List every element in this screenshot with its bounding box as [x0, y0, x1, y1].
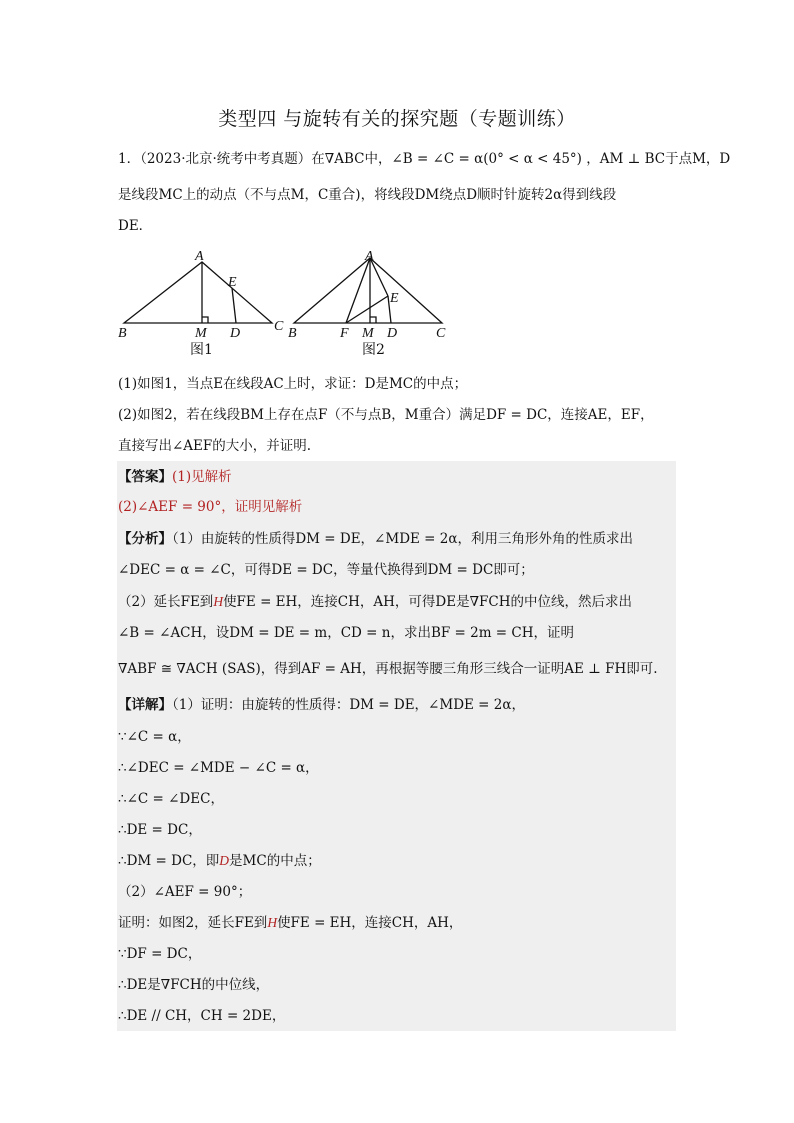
figure-1	[110, 244, 290, 344]
detail-line-10: ∴DE是∇FCH的中位线，	[118, 977, 270, 993]
fig1-label-a: A	[195, 249, 204, 264]
fig2-label-e: E	[390, 291, 399, 306]
detail-line-3: ∴∠DEC = ∠MDE − ∠C = α，	[118, 760, 319, 776]
detail-line-9: ∵DF = DC，	[118, 946, 202, 962]
detail-line-2: ∵∠C = α，	[118, 729, 191, 745]
figure-2-caption: 图2	[362, 342, 385, 358]
figure-2	[280, 244, 460, 344]
figure-1-caption: 图1	[190, 342, 213, 358]
page-title: 类型四 与旋转有关的探究题（专题训练）	[218, 108, 576, 130]
fig2-label-b: B	[288, 326, 297, 341]
problem-line-2: 是线段MC上的动点（不与点M，C重合)，将线段DM绕点D顺时针旋转2α得到线段	[118, 187, 617, 203]
detail-line-4: ∴∠C = ∠DEC，	[118, 791, 224, 807]
fig1-label-e: E	[228, 275, 237, 290]
analysis-point-h: H	[213, 594, 224, 609]
analysis-text-1: （1）由旋转的性质得DM = DE，∠MDE = 2α，利用三角形外角的性质求出	[172, 531, 633, 547]
analysis-text-3a: （2）延长FE到	[118, 594, 214, 610]
detail-line-6	[118, 851, 688, 871]
fig1-label-c: C	[274, 319, 284, 334]
detail-line-7: （2）∠AEF = 90°；	[118, 884, 252, 900]
fig2-label-c: C	[436, 326, 446, 341]
analysis-text-3b: 使FE = EH，连接CH，AH，可得DE是∇FCH的中位线，然后求出	[223, 594, 633, 610]
analysis-line-4: ∠B = ∠ACH，设DM = DE = m，CD = n，求出BF = 2m = CH，证明	[118, 625, 575, 641]
analysis-line-5: ∇ABF ≅ ∇ACH (SAS)，得到AF = AH，再根据等腰三角形三线合一证明AE ⊥ FH即可.	[118, 661, 658, 677]
detail-tag: 【详解】	[118, 697, 172, 713]
detail-text-1: （1）证明：由旋转的性质得：DM = DE，∠MDE = 2α，	[172, 697, 525, 713]
fig2-segment-fe	[346, 296, 388, 323]
fig2-triangle-abc	[294, 258, 442, 323]
detail-text-8b: 使FE = EH，连接CH，AH，	[277, 915, 463, 931]
detail-text-6b: 是MC的中点；	[229, 853, 321, 869]
detail-text-8a: 证明：如图2，延长FE到	[118, 915, 268, 931]
detail-point-d: D	[219, 853, 230, 868]
analysis-line-1	[118, 529, 688, 549]
question-2-line-1: (2)如图2，若在线段BM上存在点F（不与点B，M重合）满足DF = DC，连接AE，EF，	[118, 407, 654, 423]
detail-point-h: H	[267, 915, 278, 930]
analysis-line-3	[118, 592, 688, 612]
problem-line-1: 1．（2023·北京·统考中考真题）在∇ABC中，∠B = ∠C = α(0° < α < 45°) ，AM ⊥ BC于点M，D	[118, 151, 731, 167]
fig1-label-b: B	[118, 326, 127, 341]
detail-text-6a: ∴DM = DC，即	[118, 853, 220, 869]
fig2-label-a: A	[365, 249, 374, 264]
answer-line-1	[118, 467, 688, 487]
question-1: (1)如图1，当点E在线段AC上时，求证：D是MC的中点；	[118, 376, 468, 392]
answer-1: (1)见解析	[172, 469, 232, 485]
fig2-right-angle-mark	[370, 317, 376, 323]
problem-line-3: DE．	[118, 218, 153, 234]
fig1-right-angle-mark	[202, 317, 208, 323]
detail-line-1	[118, 695, 688, 715]
detail-line-5: ∴DE = DC，	[118, 822, 202, 838]
fig2-label-f: F	[340, 326, 349, 341]
question-2-line-2: 直接写出∠AEF的大小，并证明.	[118, 438, 312, 454]
answer-2: (2)∠AEF = 90°，证明见解析	[118, 499, 303, 515]
fig2-label-d: D	[387, 326, 398, 341]
fig1-label-d: D	[230, 326, 241, 341]
detail-line-8	[118, 913, 688, 933]
fig1-segment-de	[232, 288, 236, 323]
answer-tag: 【答案】	[118, 469, 172, 485]
analysis-tag: 【分析】	[118, 531, 172, 547]
detail-line-11: ∴DE // CH，CH = 2DE，	[118, 1008, 286, 1024]
fig1-label-m: M	[195, 326, 207, 341]
fig1-triangle-abc	[124, 262, 272, 323]
fig2-label-m: M	[362, 326, 374, 341]
analysis-line-2: ∠DEC = α = ∠C，可得DE = DC，等量代换得到DM = DC即可；	[118, 562, 534, 578]
